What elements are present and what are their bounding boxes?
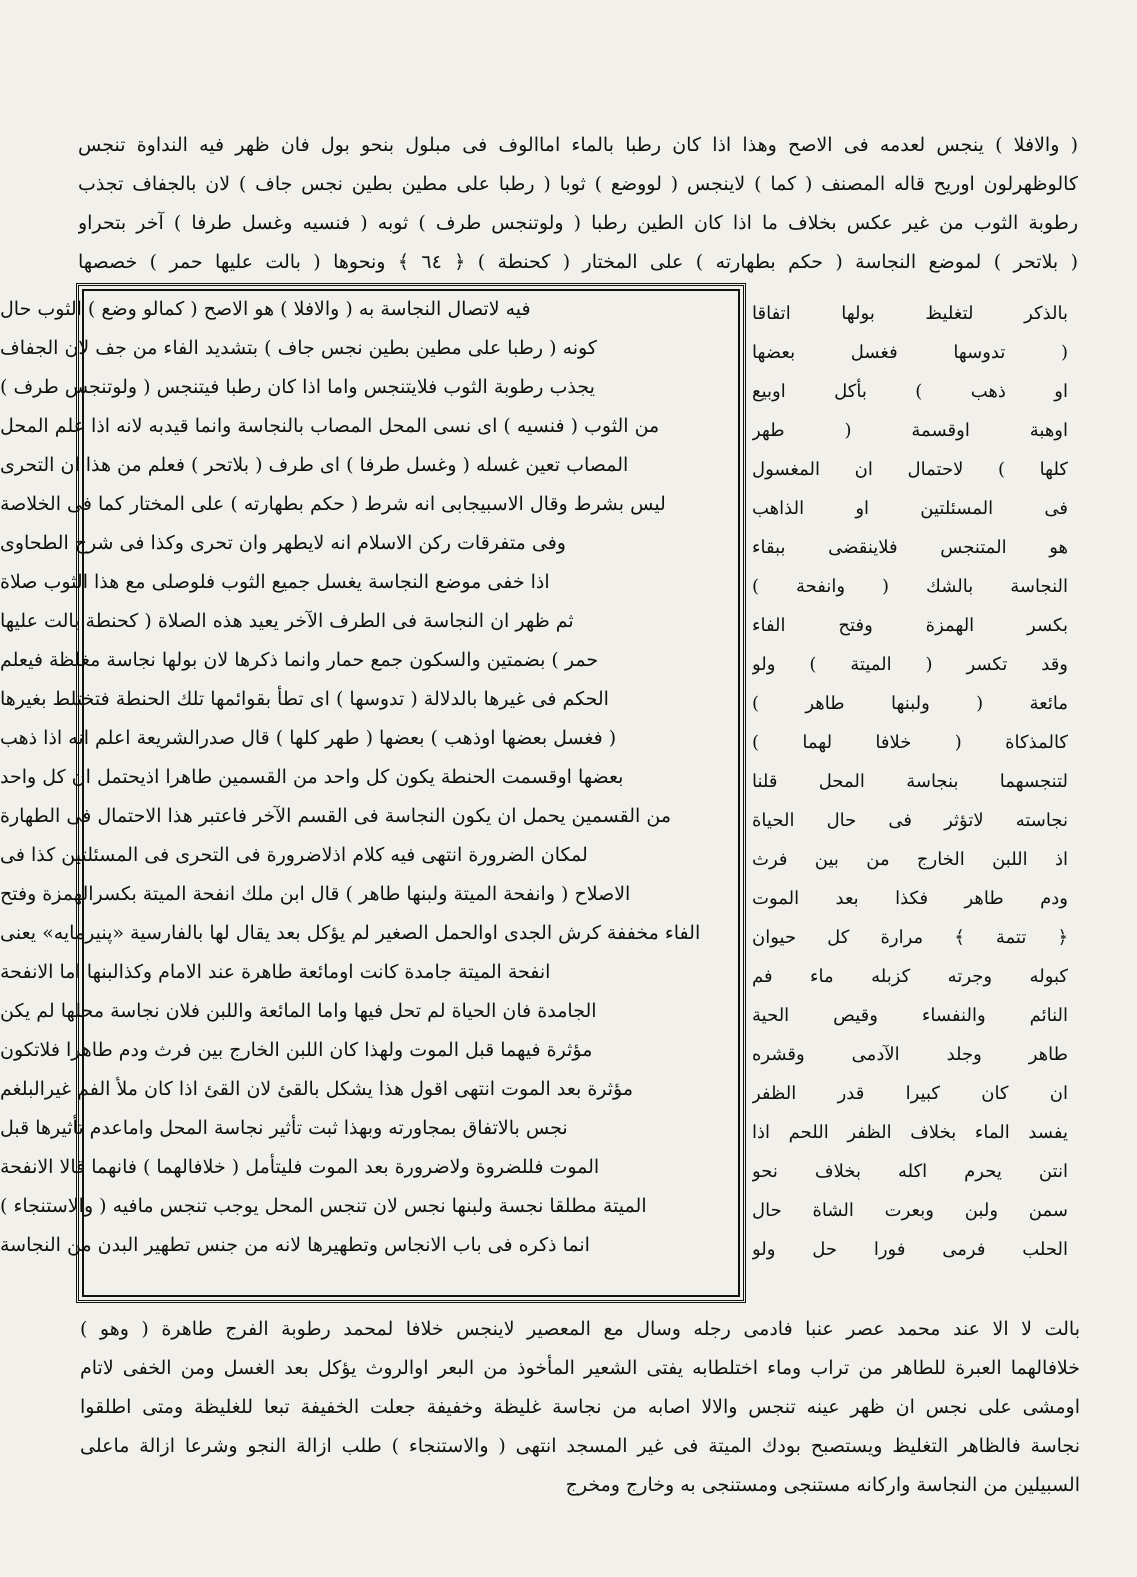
- bottom-line: السبيلين من النجاسة واركانه مستنجى ومستنجى به وخارج ومخرج: [565, 1474, 1080, 1496]
- margin-line: اذ اللبن الخارج من بين فرث: [752, 849, 1068, 870]
- margin-line: ﴿ تتمة ﴾ مرارة كل حيوان: [752, 927, 1068, 948]
- commentary-line: الموت فللضروة ولاضرورة بعد الموت فليتأمل ( خلافالهما ) فانهما قالا الانفحة: [0, 1156, 600, 1178]
- margin-line: هو المتنجس فلاينقضى ببقاء: [752, 537, 1068, 558]
- margin-line: اوهبة اوقسمة ( طهر: [752, 420, 1068, 441]
- commentary-line: الحكم فى غيرها بالدلالة ( تدوسها ) اى تطأ بقوائمها تلك الحنطة فتختلط بغيرها: [0, 688, 609, 710]
- margin-line: نجاسته لاتؤثر فى حال الحياة: [752, 810, 1068, 831]
- top-line: رطوبة الثوب من غير عكس بخلاف ما اذا كان الطين رطبا ( ولوتنجس طرف ) ثوبه ( فنسيه وغسل طرفا ) آخر بتحراو: [78, 212, 1078, 234]
- margin-line: فى المسئلتين او الذاهب: [752, 498, 1068, 519]
- commentary-line: الفاء مخففة كرش الجدى اوالحمل الصغير لم يؤكل بعد يقال لها بالفارسية «پنيرمايه» يعنى: [0, 922, 701, 944]
- commentary-line: كونه ( رطبا على مطين بطين نجس جاف ) بتشديد الفاء من جف لان الجفاف: [0, 337, 597, 359]
- margin-line: كبوله وجرته كزبله ماء فم: [752, 966, 1068, 987]
- commentary-line: الاصلاح ( وانفحة الميتة ولبنها طاهر ) قال ابن ملك انفحة الميتة بكسرالهمزة وفتح: [0, 883, 631, 905]
- commentary-line: لمكان الضرورة انتهى فيه كلام اذلاضرورة فى التحرى فى المسئلتين كذا فى: [0, 844, 588, 866]
- commentary-line: مؤثرة بعد الموت انتهى اقول هذا يشكل بالقئ لان القئ اذا كان ملأ الفم غيرالبلغم: [0, 1078, 634, 1100]
- commentary-line: اذا خفى موضع النجاسة يغسل جميع الثوب فلوصلى مع هذا الثوب صلاة: [0, 571, 550, 593]
- commentary-line: فيه لاتصال النجاسة به ( والافلا ) هو الاصح ( كمالو وضع ) الثوب حال: [0, 298, 531, 320]
- top-line: كالوظهرلون اوريح قاله المصنف ( كما ) لاينجس ( لووضع ) ثوبا ( رطبا على مطين بطين نجس جاف ) لان بالجفاف تجذب: [78, 173, 1078, 195]
- margin-line: بالذكر لتغليظ بولها اتفاقا: [752, 303, 1068, 324]
- commentary-line: الجامدة فان الحياة لم تحل فيها واما المائعة واللبن فلان نجاسة محلها لم يكن: [0, 1000, 597, 1022]
- commentary-line: انما ذكره فى باب الانجاس وتطهيرها لانه من جنس تطهير البدن من النجاسة: [0, 1234, 590, 1256]
- margin-line: ان كان كبيرا قدر الظفر: [752, 1083, 1068, 1104]
- margin-line: او ذهب ) بأكل اوبيع: [752, 381, 1068, 402]
- bottom-line: اومشى على نجس ان ظهر عينه تنجس والالا اصابه من نجاسة غليظة وخفيفة جعلت الخفيفة تبعا للغليظة ومتى اطلقوا: [80, 1396, 1080, 1418]
- top-line-with-page-number: ( بلاتحر ) لموضع النجاسة ( حكم بطهارته ) على المختار ( كحنطة ) ﴿ ٦٤ ﴾ ونحوها ( بالت عليها حمر ) خصصها: [78, 251, 1078, 273]
- margin-line: انتن يحرم اكله بخلاف نحو: [752, 1161, 1068, 1182]
- margin-line: لتنجسهما بنجاسة المحل قلنا: [752, 771, 1068, 792]
- commentary-line: يجذب رطوبة الثوب فلايتنجس واما اذا كان رطبا فيتنجس ( ولوتنجس طرف ): [0, 376, 595, 398]
- margin-line: سمن ولبن وبعرت الشاة حال: [752, 1200, 1068, 1221]
- margin-line: النائم والنفساء وقيص الحية: [752, 1005, 1068, 1026]
- margin-line: مائعة ( ولبنها طاهر ): [752, 693, 1068, 714]
- top-line: ( والافلا ) ينجس لعدمه فى الاصح وهذا اذا كان رطبا بالماء اماالوف فى مبلول بنحو بول فان ظهر فيه النداوة تنجس: [78, 134, 1078, 156]
- margin-line: ( تدوسها فغسل بعضها: [752, 342, 1068, 363]
- margin-line: وقد تكسر ( الميتة ) ولو: [752, 654, 1068, 675]
- commentary-line: ( فغسل بعضها اوذهب ) بعضها ( طهر كلها ) قال صدرالشريعة اعلم انه اذا ذهب: [0, 727, 617, 749]
- commentary-line: المصاب تعين غسله ( وغسل طرفا ) اى طرف ( بلاتحر ) فعلم من هذا ان التحرى: [0, 454, 629, 476]
- commentary-line: حمر ) بضمتين والسكون جمع حمار وانما ذكرها لان بولها نجاسة مغلظة فيعلم: [0, 649, 599, 671]
- commentary-line: نجس بالاتفاق بمجاورته وبهذا ثبت تأثير نجاسة المحل واماعدم تأثيرها قبل: [0, 1117, 568, 1139]
- commentary-line: من القسمين يحمل ان يكون النجاسة فى القسم الآخر فاعتبر هذا الاحتمال فى الطهارة: [0, 805, 672, 827]
- commentary-line: الميتة مطلقا نجسة ولبنها نجس لان تنجس المحل يوجب تنجس مافيه ( والاستنجاء ): [0, 1195, 647, 1217]
- margin-line: ودم طاهر فكذا بعد الموت: [752, 888, 1068, 909]
- bottom-line: خلافالهما العبرة للطاهر من تراب وماء اختلطابه يفتى الشعير المأخوذ من البعر اوالروث يؤكل بعد الغسل ومن الخفى لاتام: [80, 1357, 1080, 1379]
- commentary-line: انفحة الميتة جامدة كانت اومائعة طاهرة عند الامام وكذالبنها اما الانفحة: [0, 961, 551, 983]
- commentary-line: وفى متفرقات ركن الاسلام انه لايطهر وان تحرى وكذا فى شرح الطحاوى: [0, 532, 566, 554]
- commentary-line: ثم ظهر ان النجاسة فى الطرف الآخر يعيد هذه الصلاة ( كحنطة بالت عليها: [0, 610, 574, 632]
- margin-line: الحلب فرمى فورا حل ولو: [752, 1239, 1068, 1260]
- bottom-line: بالت لا الا عند محمد عصر عنبا فادمى رجله وسال مع المعصير لاينجس خلافا لمحمد رطوبة الفرج طاهرة ( وهو ): [80, 1318, 1080, 1340]
- bottom-line: نجاسة فالظاهر التغليظ ويستصبح بودك الميتة فى غير المسجد انتهى ( والاستنجاء ) طلب ازالة النجو وشرعا ازالة ماعلى: [80, 1435, 1080, 1457]
- margin-line: النجاسة بالشك ( وانفحة ): [752, 576, 1068, 597]
- margin-line: كالمذكاة ( خلافا لهما ): [752, 732, 1068, 753]
- commentary-line: بعضها اوقسمت الحنطة يكون كل واحد من القسمين طاهرا اذيحتمل ان كل واحد: [0, 766, 624, 788]
- margin-line: كلها ) لاحتمال ان المغسول: [752, 459, 1068, 480]
- commentary-line: مؤثرة فيهما قبل الموت ولهذا كان اللبن الخارج بين فرث ودم طاهرا فلاتكون: [0, 1039, 593, 1061]
- margin-line: يفسد الماء بخلاف الظفر اللحم اذا: [752, 1122, 1068, 1143]
- commentary-line: ليس بشرط وقال الاسبيجابى انه شرط ( حكم بطهارته ) على المختار كما فى الخلاصة: [0, 493, 666, 515]
- commentary-line: من الثوب ( فنسيه ) اى نسى المحل المصاب بالنجاسة وانما قيدبه لانه اذا علم المحل: [0, 415, 660, 437]
- margin-line: طاهر وجلد الآدمى وقشره: [752, 1044, 1068, 1065]
- margin-line: بكسر الهمزة وفتح الفاء: [752, 615, 1068, 636]
